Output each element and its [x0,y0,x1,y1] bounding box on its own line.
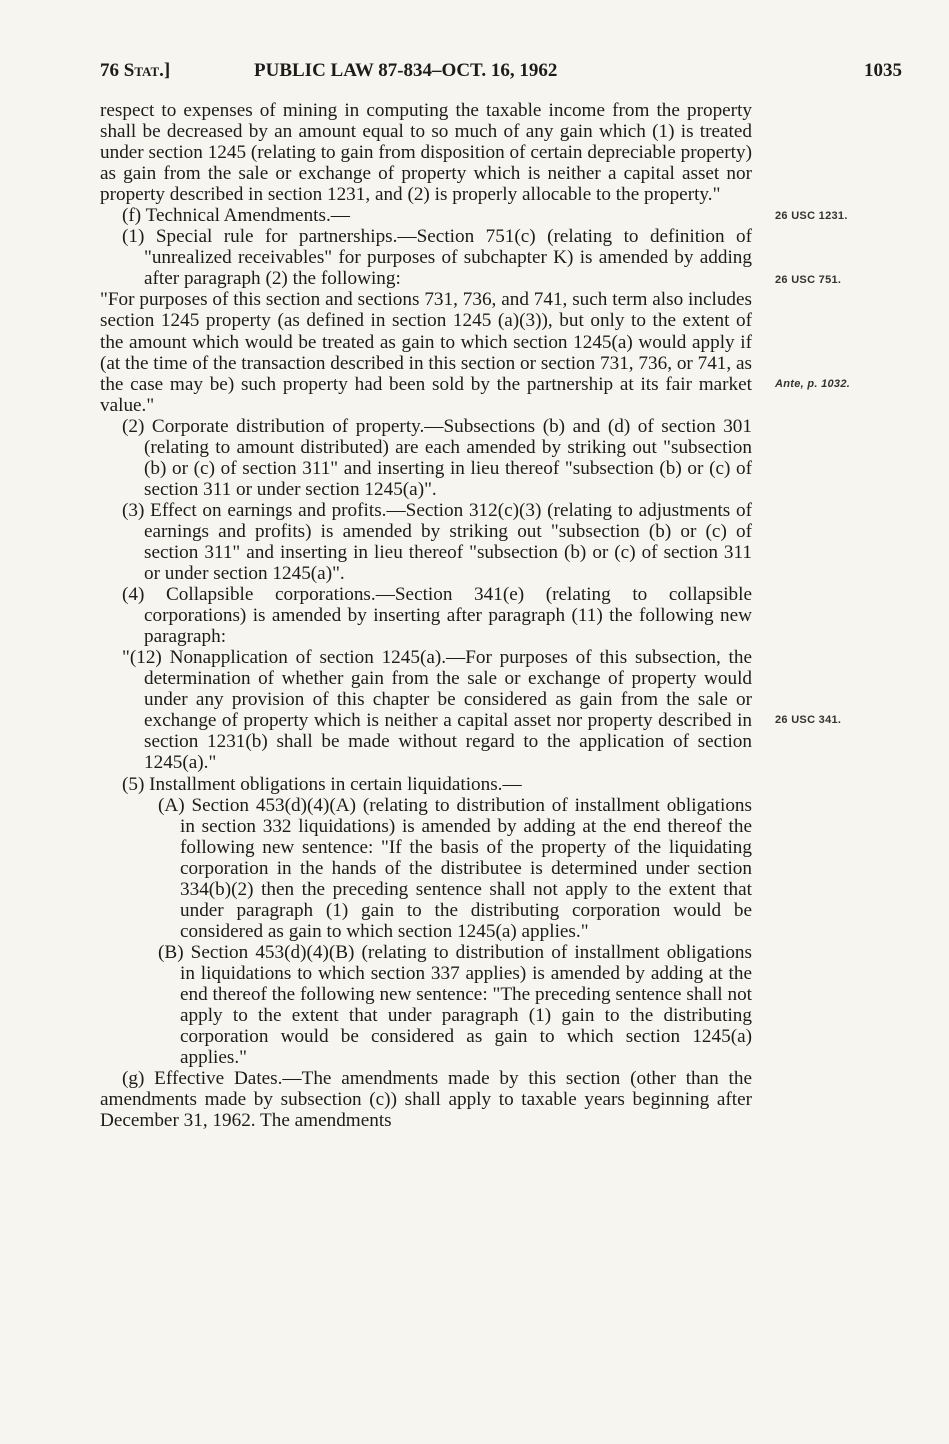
subsection-g: (g) Effective Dates.—The amendments made by this section (other than the amendments made by subsection (c)) shall apply to taxable years beginning after December 31, 1962. The amendments [100,1068,752,1132]
paragraph-f5A: (A) Section 453(d)(4)(A) (relating to distribution of installment obligations in section 332 liquidations) is amended by adding at the end thereof the following new sentence: "If the basis of the property of the liquidating corporation in the hands of the distributee is determined under section 334(b)(2) then the preceding sentence shall not apply to the extent that under paragraph (1) gain to the distributing corporation would be considered as gain to which section 1245(a) applies." [158,794,752,942]
margin-note-ante: Ante, p. 1032. [775,378,851,390]
paragraph-f5B: (B) Section 453(d)(4)(B) (relating to distribution of installment obligations in liquidations to which section 337 applies) is amended by adding at the end thereof the following new sentence: "The preceding sentence shall not apply to the extent that under paragraph (1) gain to the distributing corporation would be considered as gain to which section 1245(a) applies." [158,941,752,1069]
paragraph-continuation: respect to expenses of mining in computing the taxable income from the property shall be decreased by an amount equal to so much of any gain which (1) is treated under section 1245 (relating to gain from disposition of certain depreciable property) as gain from the sale or exchange of property which is neither a capital asset nor property described in section 1231, and (2) is properly allocable to the property." [100,100,752,206]
paragraph-f2: (2) Corporate distribution of property.—Subsections (b) and (d) of section 301 (relating to amount distributed) are each amended by striking out "subsection (b) or (c) of section 311" and inserting in lieu thereof "subsection (b) or (c) of section 311 or under section 1245(a)". [122,415,752,500]
quoted-text-751: "For purposes of this section and sections 731, 736, and 741, such term also includes section 1245 property (as defined in section 1245 (a)(3)), but only to the extent of the amount which would be treated as gain to which section 1245(a) would apply if (at the time of the transaction described in this section or section 731, 736, or 741, as the case may be) such property had been sold by the partnership at its fair market value." [100,289,752,416]
paragraph-f4: (4) Collapsible corporations.—Section 341(e) (relating to collapsible corporations) is amended by inserting after paragraph (11) the following new paragraph: [122,584,752,648]
paragraph-f4-quoted: "(12) Nonapplication of section 1245(a).—For purposes of this subsection, the determination of whether gain from the sale or exchange of property would under any provision of this chapter be considered as gain from the sale or exchange of property which is neither a capital asset nor property described in section 1231(b) shall be made without regard to the application of section 1245(a)." [122,647,752,774]
volume-citation: 76 Stat.] [100,60,171,81]
paragraph-f1 [122,226,752,290]
law-title: PUBLIC LAW 87-834–OCT. 16, 1962 [254,60,558,81]
running-header [100,60,902,84]
paragraph-f1-text: (1) Special rule for partnerships.—Section 751(c) (relating to definition of "unrealized receivables" for purposes of subchapter K) is amended by adding after paragraph (2) the following: [122,226,752,290]
margin-note-751: 26 USC 751. [775,274,842,286]
margin-note-341: 26 USC 341. [775,714,842,726]
subsection-f-heading: (f) Technical Amendments.— [122,205,350,227]
paragraph-f3: (3) Effect on earnings and profits.—Section 312(c)(3) (relating to adjustments of earnings and profits) is amended by striking out "subsection (b) or (c) of section 311" and inserting in lieu thereof "subsection (b) or (c) of section 311 or under section 1245(a)". [122,499,752,585]
statute-text [100,100,752,1131]
paragraph-f5: (5) Installment obligations in certain liquidations.— [122,773,522,795]
page-number: 1035 [864,60,902,81]
margin-note-1231: 26 USC 1231. [775,210,848,222]
